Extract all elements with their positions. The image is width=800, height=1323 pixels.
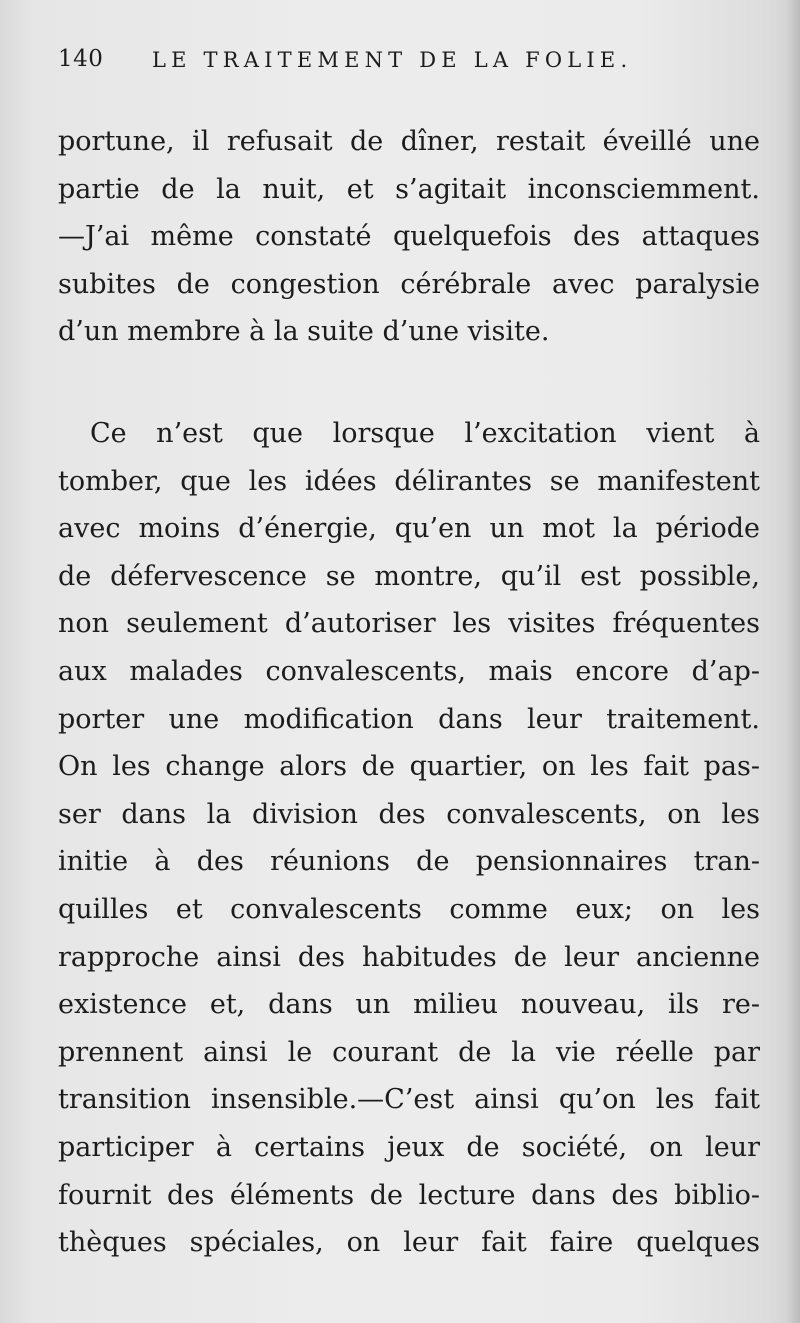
text-line: Ce n’est que lorsque l’excitation vient à	[90, 418, 760, 449]
page-edge-shadow	[786, 0, 800, 1323]
text-line: portune, il refusait de dîner, restait éveillé une	[58, 126, 760, 157]
paragraph	[58, 410, 760, 1267]
text-line: existence et, dans un milieu nouveau, ils re-	[58, 989, 760, 1021]
text-line: partie de la nuit, et s’agitait inconsciemment.	[58, 173, 760, 205]
text-line: initie à des réunions de pensionnaires tran-	[58, 846, 760, 878]
text-line: thèques spéciales, on leur fait faire quelques	[58, 1227, 760, 1259]
text-line: de défervescence se montre, qu’il est possible,	[58, 560, 760, 592]
text-line: avec moins d’énergie, qu’en un mot la période	[58, 513, 760, 545]
text-line: subites de congestion cérébrale avec paralysie	[58, 268, 760, 300]
running-header	[58, 44, 758, 88]
page-number: 140	[58, 46, 104, 72]
text-line: transition insensible.—C’est ainsi qu’on les fait	[58, 1084, 760, 1116]
paragraph-continuation	[58, 118, 760, 356]
text-line: quilles et convalescents comme eux; on les	[58, 893, 760, 925]
text-line: prennent ainsi le courant de la vie réelle par	[58, 1036, 760, 1068]
text-line: tomber, que les idées délirantes se manifestent	[58, 465, 760, 497]
text-line: aux malades convalescents, mais encore d’ap-	[58, 655, 760, 687]
text-line: d’un membre à la suite d’une visite.	[58, 316, 550, 348]
text-line: fournit des éléments de lecture dans des biblio-	[58, 1179, 760, 1211]
running-title: LE TRAITEMENT DE LA FOLIE.	[152, 48, 633, 72]
text-line: ser dans la division des convalescents, on les	[58, 798, 760, 830]
text-line: non seulement d’autoriser les visites fréquentes	[58, 608, 760, 640]
text-line: porter une modification dans leur traitement.	[58, 703, 760, 735]
text-line: —J’ai même constaté quelquefois des attaques	[58, 221, 760, 253]
text-line: rapproche ainsi des habitudes de leur ancienne	[58, 941, 760, 973]
text-line: participer à certains jeux de société, on leur	[58, 1131, 760, 1163]
text-line: On les change alors de quartier, on les fait pas-	[58, 751, 760, 783]
